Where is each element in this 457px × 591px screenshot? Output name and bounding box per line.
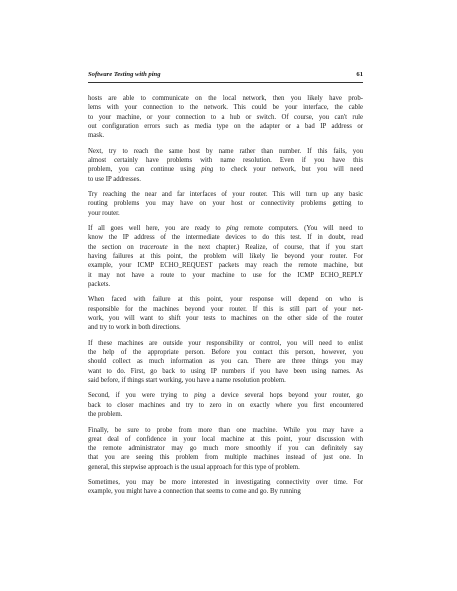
text-line: know the IP address of the intermediate devices to do this test. If in doubt, read xyxy=(88,234,363,242)
text-line: the remote administrator may go much more smoothly if you can definitely say xyxy=(88,445,363,453)
text-line: Finally, be sure to probe from more than one machine. While you may have a xyxy=(88,426,363,434)
text-line: out configuration errors such as media type on the adapter or a bad IP address or xyxy=(88,122,363,130)
text-line: Second, if you were trying to ping a device several hops beyond your router, go xyxy=(88,392,363,400)
text-line: it may not have a route to your machine to use for the ICMP ECHO_REPLY xyxy=(88,271,363,279)
paragraph xyxy=(88,391,363,419)
paragraph xyxy=(88,426,363,472)
text-line: said before, if things start working, you have a name resolution problem. xyxy=(88,376,286,384)
text-line: Try reaching the near and far interfaces of your router. This will turn up any basic xyxy=(88,191,363,199)
text-line: packets. xyxy=(88,280,111,288)
text-line: mask. xyxy=(88,132,105,140)
text-line: When faced with failure at this point, your response will depend on who is xyxy=(88,296,363,304)
paragraph xyxy=(88,94,363,140)
text-line: work, you will want to shift your tests to machines on the other side of the router xyxy=(88,314,363,322)
text-line: If these machines are outside your responsibility or control, you will need to enlist xyxy=(88,339,363,347)
paragraph xyxy=(88,190,363,218)
text-line: back to closer machines and try to zero in on exactly where you first encountered xyxy=(88,401,363,409)
text-line: lems with your connection to the network. This could be your interface, the cable xyxy=(88,104,363,112)
text-line: that you are seeing this problem from multiple machines instead of just one. In xyxy=(88,454,363,462)
text-line: the problem. xyxy=(88,411,123,419)
text-line: general, this stepwise approach is the usual approach for this type of problem. xyxy=(88,463,300,471)
paragraph xyxy=(88,339,363,385)
text-line: the help of the appropriate person. Before you contact this person, however, you xyxy=(88,349,363,357)
text-line: problem, you can continue using ping to check your network, but you will need xyxy=(88,166,363,174)
text-line: to use IP addresses. xyxy=(88,175,141,183)
paragraph xyxy=(88,295,363,332)
text-line: and try to work in both directions. xyxy=(88,324,181,332)
text-line: your router. xyxy=(88,209,120,217)
text-line: should collect as much information as you can. There are three things you may xyxy=(88,358,363,366)
text-line: Next, try to reach the same host by name rather than number. If this fails, you xyxy=(88,147,363,155)
text-line: example, you might have a connection that seems to come and go. By running xyxy=(88,488,301,496)
text-line: responsible for the machines beyond your router. If this is still part of your net- xyxy=(88,305,363,313)
text-line: having failures at this point, the problem will likely lie beyond your router. For xyxy=(88,253,363,261)
paragraph xyxy=(88,147,363,184)
text-line: Sometimes, you may be more interested in investigating connectivity over time. For xyxy=(88,479,363,487)
text-line: great deal of confidence in your local machine at this point, your discussion with xyxy=(88,435,363,443)
body-text xyxy=(88,94,363,503)
text-line: the section on traceroute in the next chapter.) Realize, of course, that if you start xyxy=(88,243,363,251)
text-line: hosts are able to communicate on the local network, then you likely have prob- xyxy=(88,95,363,102)
page-number: 61 xyxy=(356,71,363,78)
paragraph xyxy=(88,478,363,497)
text-line: routing problems you may have on your host or connectivity problems getting to xyxy=(88,200,363,208)
text-line: want to do. First, go back to using IP numbers if you have been using names. As xyxy=(88,367,363,375)
paragraph xyxy=(88,224,363,289)
text-line: If all goes well here, you are ready to ping remote computers. (You will need to xyxy=(88,225,363,233)
running-head: Software Testing with ping xyxy=(88,71,161,78)
text-line: almost certainly have problems with name resolution. Even if you have this xyxy=(88,156,363,164)
page-header xyxy=(88,70,363,83)
text-line: to your machine, or your connection to a hub or switch. Of course, you can't rule xyxy=(88,113,363,121)
text-line: example, your ICMP ECHO_REQUEST packets may reach the remote machine, but xyxy=(88,262,363,270)
